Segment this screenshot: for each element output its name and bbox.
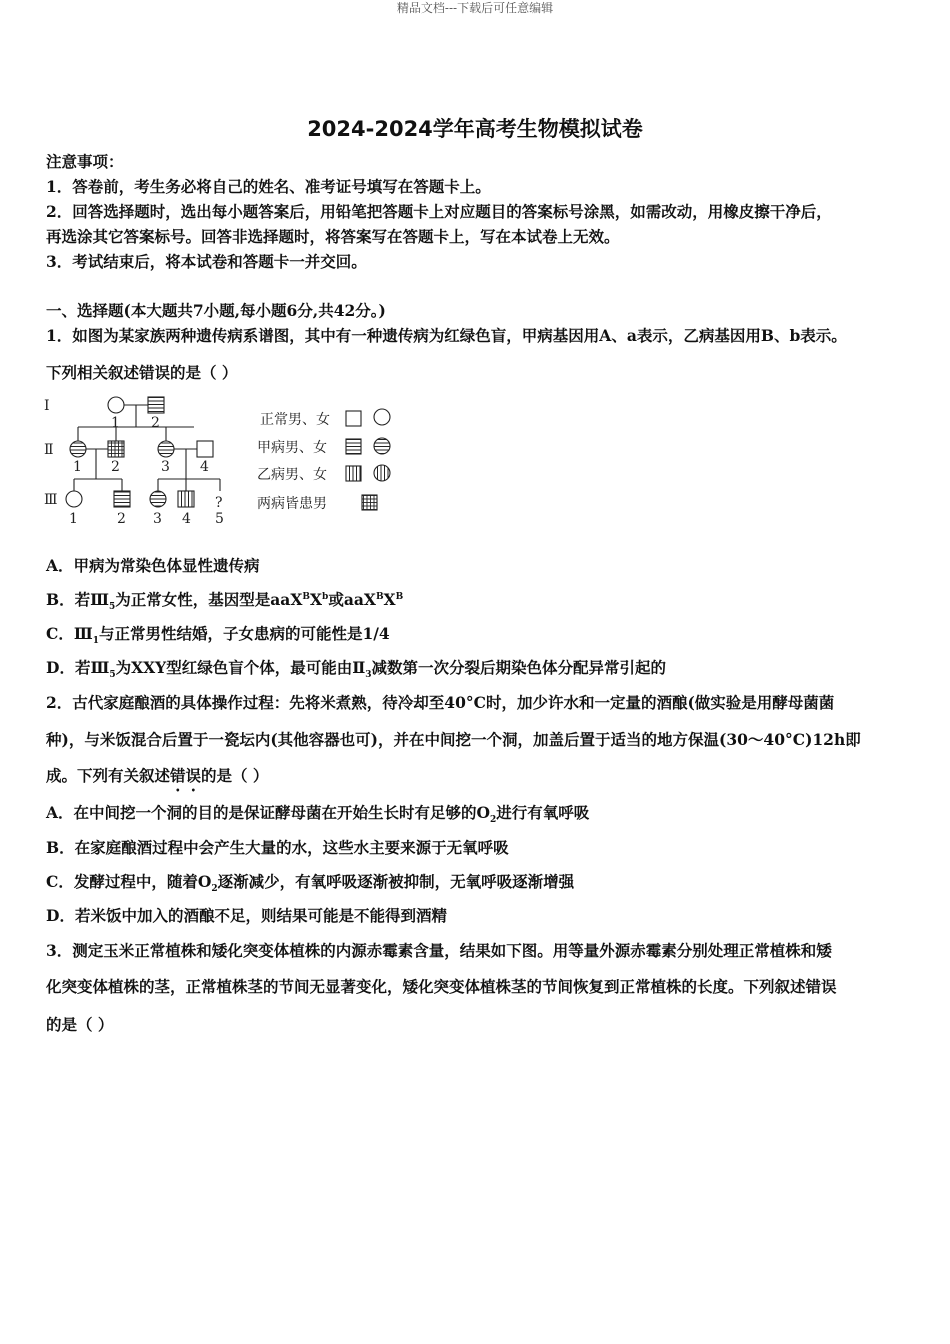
individual-number: 3 xyxy=(153,511,162,527)
q1-option-a: A．甲病为常染色体显性遗传病 xyxy=(46,556,260,575)
notice-item: 3．考试结束后，将本试卷和答题卡一并交回。 xyxy=(46,252,367,271)
q1-option-d: D．若$Ⅲ_5$为XXY型红绿色盲个体，最可能由$Ⅱ_3$减数第一次分裂后期染色体分配异常引起的 xyxy=(46,658,667,681)
q1-stem-question: 下列相关叙述错误的是（ ） xyxy=(46,363,238,382)
q3-stem: 3．测定玉米正常植株和矮化突变体植株的内源赤霉素含量，结果如下图。用等量外源赤霉素分别处理正常植株和矮 xyxy=(46,941,832,960)
notice-item: 2．回答选择题时，选出每小题答案后，用铅笔把答题卡上对应题目的答案标号涂黑，如需改动，用橡皮擦干净后， xyxy=(46,202,832,221)
generation-label: Ⅲ xyxy=(44,492,58,508)
individual-number: 4 xyxy=(182,511,191,527)
pedigree-chart xyxy=(44,393,404,533)
individual-number: 2 xyxy=(111,459,120,475)
individual-number: 4 xyxy=(200,459,209,475)
q2-option-a: A．在中间挖一个洞的目的是保证酵母菌在开始生长时有足够的$O_2$进行有氧呼吸 xyxy=(46,803,590,826)
q2-option-d: D．若米饭中加入的酒酿不足，则结果可能是不能得到酒精 xyxy=(46,906,447,925)
individual-number: 1 xyxy=(73,459,82,475)
q2-stem: 成。下列有关叙述错误的是（ ） xyxy=(46,766,269,785)
generation-label: Ⅱ xyxy=(44,442,54,458)
individual-number: 5 xyxy=(215,511,224,527)
notice-heading: 注意事项： xyxy=(46,152,124,171)
individual-number: 2 xyxy=(117,511,126,527)
page-header: 精品文档---下载后可任意编辑 xyxy=(396,1,554,15)
generation-label: Ⅰ xyxy=(44,398,50,414)
unknown-individual: ? xyxy=(215,495,223,511)
q3-stem: 的是（ ） xyxy=(46,1015,114,1034)
legend-label: 两病皆患男 xyxy=(257,496,327,512)
section-heading: 一、选择题(本大题共7小题,每小题6分,共42分。) xyxy=(46,301,386,320)
individual-number: 2 xyxy=(151,415,160,431)
q2-stem: 2．古代家庭酿酒的具体操作过程：先将米煮熟，待冷却至40°C时，加少许水和一定量的酒酿(做实验是用酵母菌菌 xyxy=(46,693,835,712)
legend-label: 乙病男、女 xyxy=(257,467,327,483)
individual-number: 1 xyxy=(69,511,78,527)
q2-option-c: C．发酵过程中，随着$O_2$逐渐减少，有氧呼吸逐渐被抑制，无氧呼吸逐渐增强 xyxy=(46,872,575,895)
q1-stem: 1．如图为某家族两种遗传病系谱图，其中有一种遗传病为红绿色盲，甲病基因用A、a表示，乙病基因用B、b表示。 xyxy=(46,326,847,345)
individual-number: 1 xyxy=(111,415,120,431)
page-title: 2024-2024学年高考生物模拟试卷 xyxy=(307,117,643,141)
legend-label: 正常男、女 xyxy=(260,412,330,428)
q3-stem: 化突变体植株的茎，正常植株茎的节间无显著变化，矮化突变体植株茎的节间恢复到正常植株的长度。下列叙述错误 xyxy=(46,977,837,996)
individual-number: 3 xyxy=(161,459,170,475)
q1-option-c: C．$Ⅲ_1$与正常男性结婚，子女患病的可能性是1/4 xyxy=(46,624,390,647)
q2-stem: 种)，与米饭混合后置于一瓷坛内(其他容器也可)，并在中间挖一个洞，加盖后置于适当的地方保温(30～40°C)12h即 xyxy=(46,730,861,749)
legend-label: 甲病男、女 xyxy=(257,440,327,456)
q1-option-b: B．若$Ⅲ_5$为正常女性，基因型是$aaX^BX^b$或$aaX^BX^B$ xyxy=(46,590,404,613)
notice-item: 1．答卷前，考生务必将自己的姓名、准考证号填写在答题卡上。 xyxy=(46,177,491,196)
emphasis-word: 错误 xyxy=(170,766,202,785)
notice-item: 再选涂其它答案标号。回答非选择题时，将答案写在答题卡上，写在本试卷上无效。 xyxy=(46,227,620,246)
q2-option-b: B．在家庭酿酒过程中会产生大量的水，这些水主要来源于无氧呼吸 xyxy=(46,838,509,857)
